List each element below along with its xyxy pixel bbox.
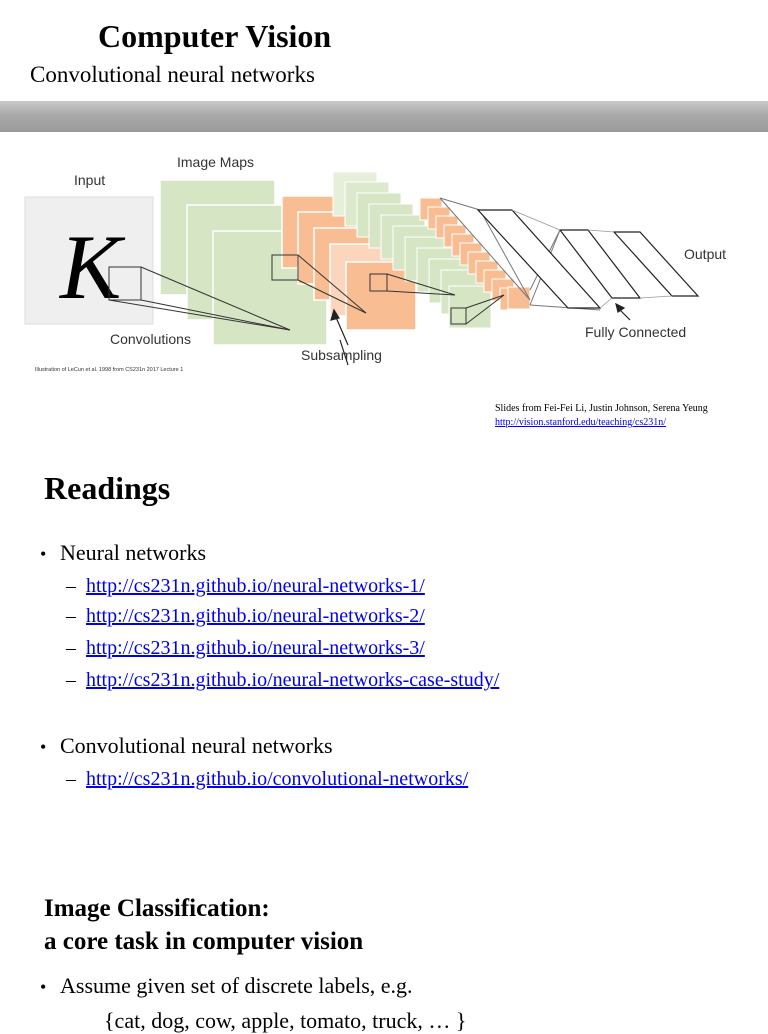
output-label: Output xyxy=(684,246,727,262)
bullet-label: Convolutional neural networks xyxy=(60,733,333,758)
convolutions-label: Convolutions xyxy=(110,331,191,347)
credits-link[interactable]: http://vision.stanford.edu/teaching/cs231n/ xyxy=(495,417,667,428)
heading-line-1: Image Classification: xyxy=(44,895,270,922)
input-label: Input xyxy=(74,172,106,188)
page-subtitle: Convolutional neural networks xyxy=(30,62,315,87)
reading-item xyxy=(66,637,425,660)
dash-marker: – xyxy=(66,605,76,627)
bullet-neural-networks xyxy=(40,540,206,566)
bullet-dot: • xyxy=(40,544,47,564)
header-divider-bar xyxy=(0,101,768,132)
bullet-dot: • xyxy=(40,737,47,757)
bullet-assume-labels xyxy=(40,973,413,999)
reading-item xyxy=(66,768,468,791)
readings-heading: Readings xyxy=(44,470,171,506)
dash-marker: – xyxy=(66,669,76,691)
figure-caption: Illustration of LeCun et al. 1998 from CS231n 2017 Lecture 1 xyxy=(35,367,184,373)
subsample-map xyxy=(508,287,530,309)
reading-link[interactable]: http://cs231n.github.io/neural-networks-case-study/ xyxy=(86,669,500,691)
fully-connected-label: Fully Connected xyxy=(585,324,687,340)
bullet-label: Assume given set of discrete labels, e.g. xyxy=(60,973,413,998)
bullet-dot: • xyxy=(40,977,47,997)
dash-marker: – xyxy=(66,637,76,659)
heading-line-2: a core task in computer vision xyxy=(44,928,364,955)
reading-item xyxy=(66,575,425,598)
subsampling-label: Subsampling xyxy=(301,347,382,363)
cnn-architecture-diagram xyxy=(0,140,768,390)
credits-text: Slides from Fei-Fei Li, Justin Johnson, Serena Yeung xyxy=(495,403,708,414)
reading-link[interactable]: http://cs231n.github.io/convolutional-networks/ xyxy=(86,768,469,790)
bullet-convolutional-networks xyxy=(40,733,333,759)
reading-link[interactable]: http://cs231n.github.io/neural-networks-3/ xyxy=(86,637,425,659)
dash-marker: – xyxy=(66,768,76,790)
slide-credits xyxy=(495,402,708,430)
reading-link[interactable]: http://cs231n.github.io/neural-networks-1/ xyxy=(86,575,425,597)
image-classification-heading xyxy=(44,892,363,958)
reading-item xyxy=(66,605,425,628)
reading-link[interactable]: http://cs231n.github.io/neural-networks-2/ xyxy=(86,605,425,627)
dash-marker: – xyxy=(66,575,76,597)
bullet-label: Neural networks xyxy=(60,540,207,565)
page-title: Computer Vision xyxy=(98,18,332,54)
image-maps-label: Image Maps xyxy=(177,154,255,170)
labels-example: {cat, dog, cow, apple, tomato, truck, … } xyxy=(104,1008,467,1033)
reading-item xyxy=(66,669,499,692)
input-letter: K xyxy=(60,216,122,318)
